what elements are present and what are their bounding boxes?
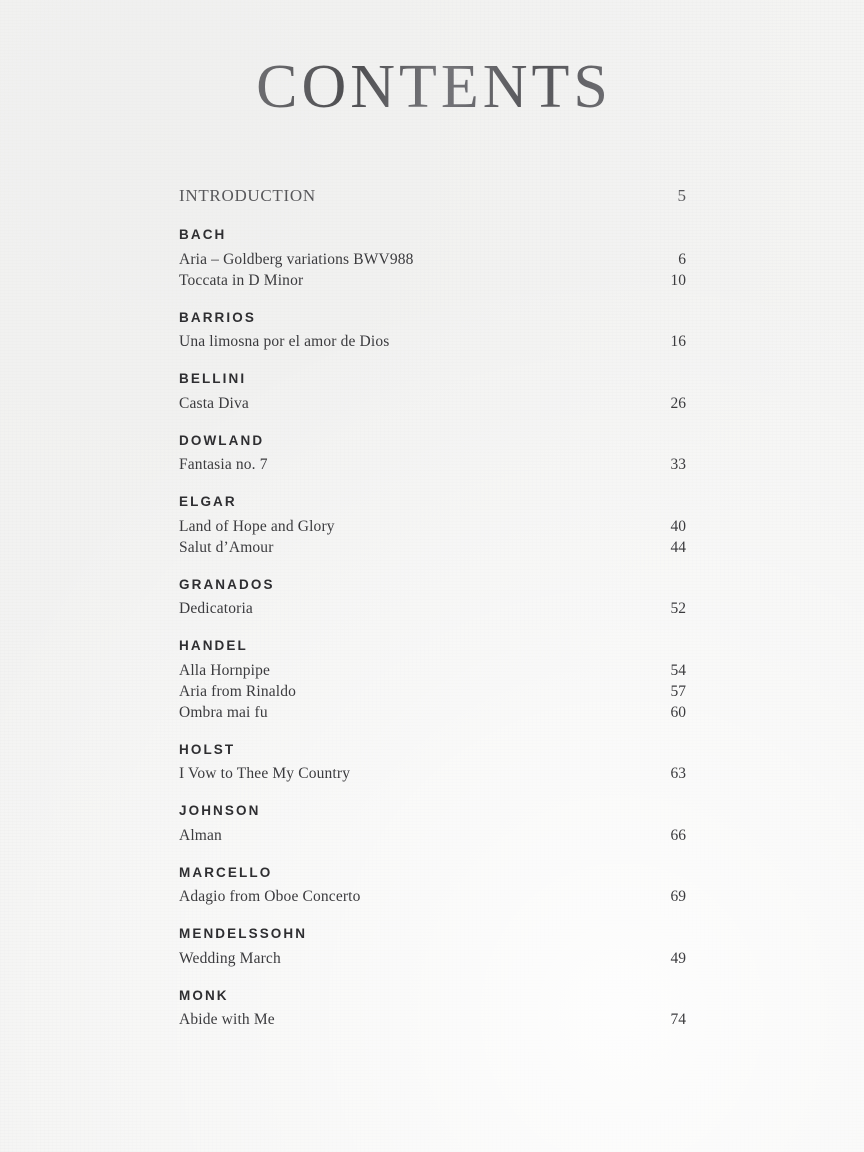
composer-section	[179, 578, 686, 619]
toc-entry-page-number: 74	[670, 1011, 686, 1028]
toc-entry-label: Una limosna por el amor de Dios	[179, 333, 390, 350]
toc-entry-label: Toccata in D Minor	[179, 271, 304, 289]
composer-heading: GRANADOS	[179, 576, 275, 592]
toc-entry-page-number: 49	[670, 949, 686, 967]
toc-entry[interactable]	[179, 600, 686, 618]
toc-entry-page-number: 33	[670, 456, 686, 473]
toc-entry[interactable]	[179, 395, 686, 413]
composer-section	[179, 866, 686, 907]
toc-entry-page-number: 44	[670, 538, 686, 556]
composer-section	[179, 927, 686, 968]
composer-heading: JOHNSON	[179, 803, 261, 818]
toc-entry-label: I Vow to Thee My Country	[179, 765, 351, 782]
composer-section	[179, 311, 686, 352]
toc-entry[interactable]	[179, 704, 686, 722]
toc-entry-page-number: 5	[677, 186, 686, 205]
toc-entry-label: Abide with Me	[179, 1011, 275, 1028]
page-title-container	[0, 53, 864, 121]
toc-entry-page-number: 57	[670, 682, 686, 700]
toc-entry-page-number: 16	[670, 333, 686, 350]
composer-section	[179, 228, 686, 290]
toc-entry-page-number: 26	[670, 394, 686, 412]
toc-entry-page-number: 63	[670, 765, 686, 782]
toc-entry-label: INTRODUCTION	[179, 186, 316, 205]
dot-leader	[363, 898, 668, 899]
toc-entry-label: Alman	[179, 826, 222, 844]
dot-leader	[272, 672, 667, 673]
composer-section	[179, 804, 686, 845]
dot-leader	[298, 693, 667, 694]
dot-leader	[416, 261, 676, 262]
composer-section	[179, 743, 686, 784]
toc-entry-introduction[interactable]	[179, 186, 686, 206]
composer-sections	[179, 228, 686, 1029]
toc-entry-label: Aria from Rinaldo	[179, 682, 297, 700]
composer-section	[179, 434, 686, 475]
toc-entry-label: Alla Hornpipe	[179, 661, 271, 679]
toc-entry-page-number: 10	[670, 271, 686, 289]
toc-entry-page-number: 52	[670, 600, 686, 617]
toc-entry-page-number: 40	[670, 517, 686, 535]
toc-entry-label: Fantasia no. 7	[179, 456, 268, 473]
composer-heading: DOWLAND	[179, 432, 265, 448]
toc-entry-label: Casta Diva	[179, 394, 249, 412]
toc-entry-page-number: 54	[670, 661, 686, 679]
dot-leader	[283, 960, 668, 961]
dot-leader	[322, 197, 674, 198]
dot-leader	[305, 282, 667, 283]
toc-entry[interactable]	[179, 456, 686, 474]
toc-entry[interactable]	[179, 333, 686, 351]
toc-entry[interactable]	[179, 888, 686, 906]
dot-leader	[277, 1021, 668, 1022]
toc-entry[interactable]	[179, 1011, 686, 1029]
toc-entry[interactable]	[179, 683, 686, 701]
toc-entry-label: Wedding March	[179, 949, 281, 967]
composer-section	[179, 989, 686, 1030]
composer-section	[179, 639, 686, 722]
composer-heading: BELLINI	[179, 371, 247, 386]
dot-leader	[276, 549, 668, 550]
dot-leader	[391, 343, 667, 344]
toc-entry-label: Land of Hope and Glory	[179, 517, 335, 535]
toc-entry[interactable]	[179, 765, 686, 783]
dot-leader	[270, 714, 668, 715]
toc-entry[interactable]	[179, 518, 686, 536]
composer-section	[179, 495, 686, 557]
toc-entry-page-number: 6	[678, 250, 686, 268]
dot-leader	[255, 610, 668, 611]
composer-heading: MENDELSSOHN	[179, 926, 308, 941]
dot-leader	[270, 466, 668, 467]
toc-entry[interactable]	[179, 950, 686, 968]
page-title: CONTENTS	[252, 56, 612, 118]
toc-entry[interactable]	[179, 251, 686, 269]
composer-heading: BACH	[179, 227, 227, 242]
toc-entry[interactable]	[179, 539, 686, 557]
toc-entry-label: Adagio from Oboe Concerto	[179, 888, 361, 905]
composer-heading: HOLST	[179, 741, 236, 757]
toc-entry-page-number: 60	[670, 703, 686, 721]
toc-entry-label: Dedicatoria	[179, 600, 253, 617]
composer-heading: MARCELLO	[179, 864, 273, 880]
dot-leader	[251, 405, 668, 406]
toc-entry-label: Salut d’Amour	[179, 538, 274, 556]
composer-heading: ELGAR	[179, 494, 237, 509]
toc-entry-label: Ombra mai fu	[179, 703, 268, 721]
dot-leader	[352, 775, 667, 776]
composer-heading: HANDEL	[179, 638, 248, 653]
toc-entry-page-number: 69	[670, 888, 686, 905]
composer-section	[179, 372, 686, 413]
toc-entry-label: Aria – Goldberg variations BWV988	[179, 250, 414, 268]
composer-heading: BARRIOS	[179, 309, 256, 325]
composer-heading: MONK	[179, 987, 229, 1003]
dot-leader	[337, 528, 668, 529]
toc-entry[interactable]	[179, 662, 686, 680]
toc-entry-page-number: 66	[670, 826, 686, 844]
toc-entry[interactable]	[179, 827, 686, 845]
dot-leader	[224, 837, 668, 838]
table-of-contents	[179, 186, 686, 1029]
toc-entry[interactable]	[179, 272, 686, 290]
